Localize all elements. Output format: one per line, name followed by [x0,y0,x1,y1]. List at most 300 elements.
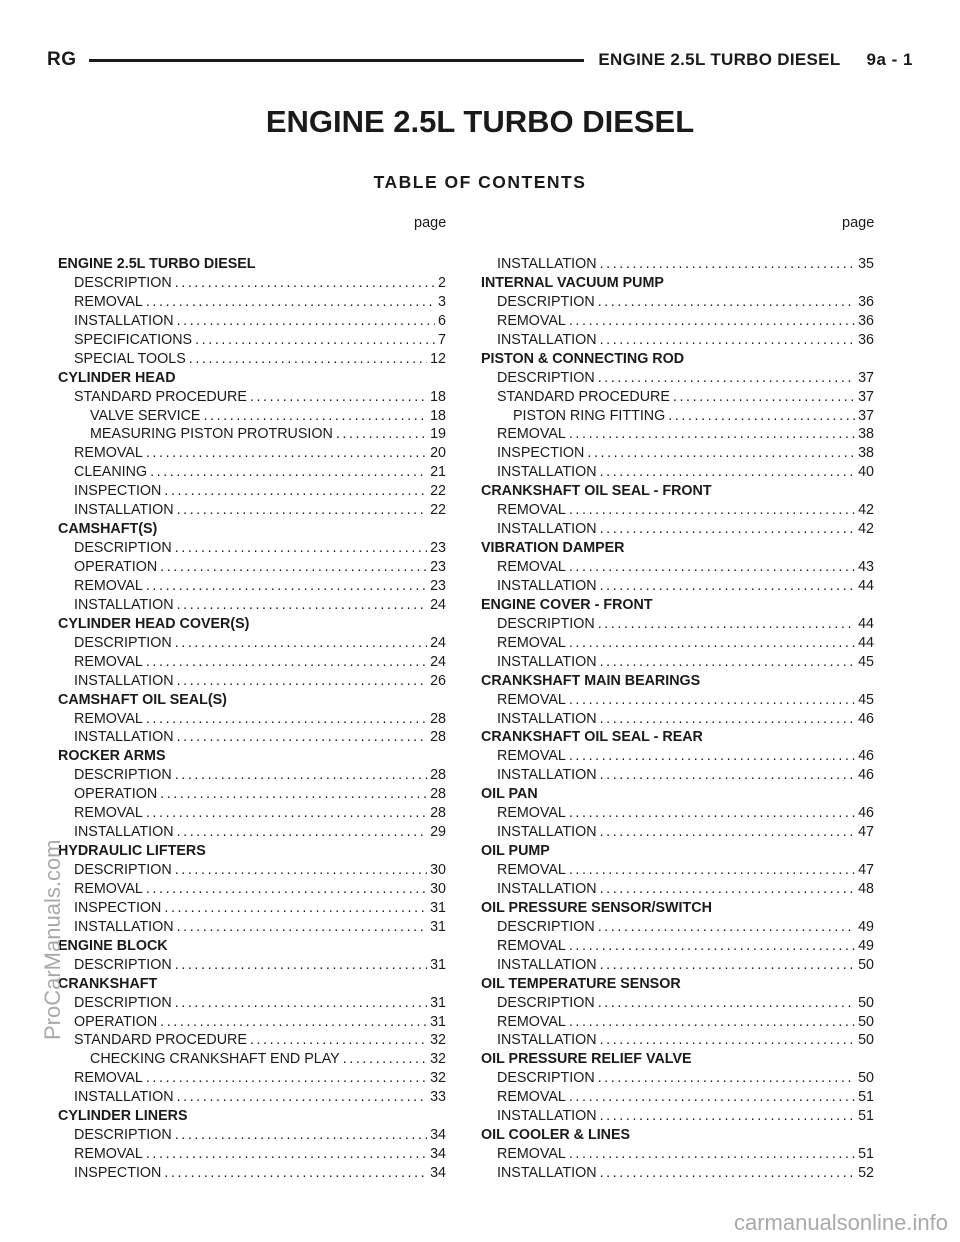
toc-entry[interactable] [481,444,874,463]
toc-entry[interactable] [58,539,446,558]
toc-entry[interactable] [58,482,446,501]
toc-entry[interactable] [58,312,446,331]
toc-entry-label: INSPECTION [74,1165,162,1181]
toc-entry-label: DESCRIPTION [74,634,172,651]
toc-dot-leader [143,444,427,463]
toc-entry-page: 24 [430,653,446,670]
toc-entry-page: 51 [858,1146,874,1163]
toc-entry[interactable] [58,388,446,407]
toc-section-heading [481,842,874,861]
toc-entry[interactable] [481,501,874,520]
header-title: ENGINE 2.5L TURBO DIESEL [598,50,841,69]
toc-entry-page: 24 [430,634,446,651]
toc-entry-label: STANDARD PROCEDURE [74,1032,247,1049]
toc-entry-label: INSTALLATION [497,1108,597,1125]
toc-entry-label: PISTON & CONNECTING ROD [481,350,685,367]
toc-dot-leader [172,274,435,293]
toc-entry[interactable] [481,577,874,596]
toc-entry-page: 36 [858,331,874,348]
toc-entry[interactable] [481,994,874,1013]
toc-entry[interactable] [58,956,446,975]
toc-entry-page: 31 [430,899,446,916]
toc-entry-page: 52 [858,1165,874,1181]
toc-entry-label: DESCRIPTION [497,994,595,1011]
toc-entry[interactable] [481,407,874,426]
toc-entry-label: OPERATION [74,1013,158,1030]
toc-dot-leader [161,899,427,918]
toc-entry-page: 45 [858,653,874,670]
toc-entry[interactable] [481,615,874,634]
toc-dot-leader [143,653,427,672]
toc-entry-label: INSTALLATION [497,1032,597,1049]
toc-dot-leader [597,520,856,539]
toc-entry-page: 29 [430,824,446,841]
toc-entry-page: 37 [858,388,874,405]
toc-dot-leader [566,937,855,956]
toc-entry-label: INSTALLATION [74,1089,174,1106]
toc-entry[interactable] [481,1031,874,1050]
toc-section-heading [58,842,446,861]
toc-section-heading [481,672,874,691]
toc-entry-label: REMOVAL [74,445,143,462]
toc-entry[interactable] [58,1050,446,1069]
toc-entry[interactable] [481,1145,874,1164]
toc-entry-page: 2 [438,274,446,291]
toc-entry[interactable] [481,823,874,842]
toc-entry-label: REMOVAL [74,1146,143,1163]
toc-entry-page: 51 [858,1108,874,1125]
toc-entry-page: 35 [858,256,874,272]
toc-entry-label: REMOVAL [74,577,143,594]
toc-entry-page: 36 [858,293,874,310]
toc-entry-page: 28 [430,710,446,727]
toc-entry[interactable] [481,463,874,482]
toc-entry[interactable] [58,653,446,672]
toc-dot-leader [174,918,428,937]
toc-section-heading [58,520,446,539]
toc-entry-label: DESCRIPTION [74,274,172,291]
toc-entry-label: OIL TEMPERATURE SENSOR [481,975,681,992]
toc-entry-page: 31 [430,956,446,973]
toc-entry-page: 42 [858,502,874,519]
toc-dot-leader [597,577,856,596]
toc-entry-label: INSTALLATION [497,256,597,272]
toc-entry-page: 31 [430,918,446,935]
toc-dot-leader [172,956,427,975]
toc-entry-page: 22 [430,502,446,519]
toc-entry-label: CRANKSHAFT OIL SEAL - FRONT [481,483,712,500]
toc-dot-leader [172,1126,427,1145]
toc-heading: TABLE OF CONTENTS [373,172,587,192]
toc-entry-page: 18 [430,388,446,405]
toc-dot-leader [200,407,427,426]
toc-entry[interactable] [58,596,446,615]
toc-dot-leader [566,747,855,766]
toc-entry[interactable] [58,672,446,691]
toc-entry-label: REMOVAL [497,426,566,443]
toc-entry-page: 20 [430,445,446,462]
toc-entry-label: OIL PRESSURE SENSOR/SWITCH [481,899,712,916]
toc-dot-leader [566,312,855,331]
toc-entry-page: 30 [430,862,446,878]
toc-dot-leader [143,804,427,823]
toc-dot-leader [595,1069,855,1088]
toc-dot-leader [174,1088,428,1107]
toc-section-heading [481,539,874,558]
toc-entry-page: 32 [430,1032,446,1049]
toc-entry-page: 12 [430,350,446,367]
toc-entry[interactable] [481,312,874,331]
toc-dot-leader [157,1013,427,1032]
toc-dot-leader [157,558,427,577]
toc-entry[interactable] [481,558,874,577]
toc-entry-label: REMOVAL [497,1089,566,1106]
toc-entry-label: INSPECTION [497,445,585,462]
toc-section-heading [481,975,874,994]
toc-entry-label: ENGINE 2.5L TURBO DIESEL [58,256,256,272]
toc-entry[interactable] [58,1126,446,1145]
toc-entry[interactable] [481,1088,874,1107]
toc-entry[interactable] [58,407,446,426]
toc-dot-leader [597,766,856,785]
toc-dot-leader [566,861,855,880]
toc-entry[interactable] [58,710,446,729]
toc-entry[interactable] [481,956,874,975]
toc-entry-page: 49 [858,918,874,935]
toc-entry[interactable] [58,463,446,482]
toc-dot-leader [595,615,855,634]
toc-entry[interactable] [481,804,874,823]
toc-entry-label: REMOVAL [74,710,143,727]
toc-entry-label: SPECIFICATIONS [74,331,193,348]
toc-entry-page: 23 [430,577,446,594]
toc-section-heading [58,975,446,994]
toc-entry-label: DESCRIPTION [497,293,595,310]
toc-entry[interactable] [58,899,446,918]
toc-entry-label: REMOVAL [497,312,566,329]
toc-dot-leader [172,994,427,1013]
toc-section-heading [481,1126,874,1145]
toc-entry-label: VALVE SERVICE [90,407,201,424]
toc-entry[interactable] [58,331,446,350]
toc-entry-label: REMOVAL [74,1070,143,1087]
toc-dot-leader [143,1145,427,1164]
toc-entry-page: 28 [430,786,446,803]
toc-entry-page: 32 [430,1051,446,1068]
toc-entry-page: 50 [858,956,874,973]
toc-entry-page: 6 [438,312,446,329]
toc-section-heading [58,255,446,274]
toc-section-heading [58,747,446,766]
toc-dot-leader [174,596,428,615]
toc-dot-leader [665,407,855,426]
toc-entry-label: INSTALLATION [497,824,597,841]
toc-entry-label: INSTALLATION [74,672,174,689]
toc-entry-label: REMOVAL [497,559,566,575]
toc-entry[interactable] [58,1069,446,1088]
toc-dot-leader [247,388,427,407]
toc-dot-leader [143,710,427,729]
toc-entry-label: INSTALLATION [497,577,597,594]
toc-entry-page: 45 [858,691,874,708]
toc-entry-page: 24 [430,596,446,613]
toc-entry-label: INSTALLATION [497,1165,597,1181]
toc-entry[interactable] [58,501,446,520]
toc-entry-page: 46 [858,748,874,765]
toc-entry[interactable] [58,1145,446,1164]
toc-entry-label: PISTON RING FITTING [513,407,666,424]
toc-entry-label: ENGINE COVER - FRONT [481,596,653,613]
toc-dot-leader [143,293,435,312]
toc-entry-label: SPECIAL TOOLS [74,350,186,367]
toc-entry[interactable] [58,804,446,823]
toc-section-heading [481,785,874,804]
toc-entry-label: REMOVAL [497,862,566,878]
toc-dot-leader [174,672,428,691]
toc-entry-page: 50 [858,1070,874,1087]
toc-dot-leader [172,634,427,653]
toc-section-heading [481,1050,874,1069]
toc-entry[interactable] [58,785,446,804]
toc-entry-page: 48 [858,880,874,897]
toc-entry[interactable] [481,691,874,710]
toc-entry-label: INSTALLATION [74,502,174,519]
toc-entry-label: REMOVAL [74,293,143,310]
toc-entry-label: REMOVAL [497,1013,566,1030]
toc-entry[interactable] [481,331,874,350]
toc-entry-label: MEASURING PISTON PROTRUSION [90,426,333,443]
toc-entry-page: 32 [430,1070,446,1087]
toc-entry-page: 31 [430,994,446,1011]
toc-entry-page: 37 [858,407,874,424]
toc-dot-leader [670,388,855,407]
toc-entry-label: OIL PAN [481,786,538,803]
toc-entry-label: DESCRIPTION [74,862,172,878]
watermark-bottom: carmanualsonline.info [733,1210,948,1235]
toc-entry-label: REMOVAL [74,880,143,897]
toc-entry-label: INSTALLATION [74,312,174,329]
toc-entry-label: DESCRIPTION [74,1127,172,1144]
toc-entry-label: CRANKSHAFT [58,975,158,992]
toc-dot-leader [597,463,856,482]
toc-entry[interactable] [481,369,874,388]
toc-entry-label: INTERNAL VACUUM PUMP [481,274,664,291]
toc-entry-label: REMOVAL [497,502,566,519]
toc-dot-leader [161,1164,427,1183]
toc-entry-page: 28 [430,729,446,746]
toc-entry-label: INSTALLATION [497,464,597,481]
toc-entry-page: 30 [430,880,446,897]
toc-entry[interactable] [481,520,874,539]
header-rule [89,59,585,62]
toc-entry-page: 18 [430,407,446,424]
toc-dot-leader [566,634,855,653]
toc-entry[interactable] [481,861,874,880]
toc-entry-page: 34 [430,1146,446,1163]
toc-dot-leader [566,1088,855,1107]
toc-entry[interactable] [481,766,874,785]
toc-entry-page: 49 [858,937,874,954]
toc-entry[interactable] [58,558,446,577]
toc-entry[interactable] [58,994,446,1013]
toc-entry-label: OIL COOLER & LINES [481,1127,631,1144]
toc-entry[interactable] [481,937,874,956]
toc-section-heading [481,728,874,747]
toc-entry-label: OIL PRESSURE RELIEF VALVE [481,1051,692,1068]
toc-entry-label: DESCRIPTION [497,1070,595,1087]
toc-section-heading [481,596,874,615]
toc-entry-page: 47 [858,824,874,841]
toc-dot-leader [595,369,855,388]
toc-entry[interactable] [58,880,446,899]
toc-entry[interactable] [58,577,446,596]
toc-entry[interactable] [481,710,874,729]
toc-entry-label: INSTALLATION [74,729,174,746]
toc-section-heading [58,691,446,710]
toc-entry-page: 19 [430,426,446,443]
toc-entry[interactable] [58,1031,446,1050]
toc-dot-leader [340,1050,427,1069]
toc-entry-label: INSTALLATION [74,918,174,935]
toc-entry-page: 38 [858,426,874,443]
toc-dot-leader [584,444,855,463]
toc-entry[interactable] [58,293,446,312]
toc-dot-leader [157,785,427,804]
toc-entry-label: CAMSHAFT(S) [58,521,158,538]
toc-entry[interactable] [58,444,446,463]
toc-entry[interactable] [481,1069,874,1088]
toc-entry-label: INSPECTION [74,899,162,916]
toc-entry[interactable] [58,766,446,785]
toc-entry-page: 22 [430,483,446,500]
toc-entry-page: 28 [430,767,446,784]
header-page-number: 9a - 1 [866,50,913,69]
toc-entry-label: STANDARD PROCEDURE [74,388,247,405]
toc-entry-label: CLEANING [74,464,148,481]
toc-dot-leader [174,501,428,520]
toc-entry[interactable] [481,1164,874,1183]
toc-entry[interactable] [58,1013,446,1032]
toc-entry[interactable] [58,274,446,293]
toc-entry[interactable] [58,861,446,880]
toc-entry-label: INSTALLATION [497,653,597,670]
toc-entry[interactable] [481,634,874,653]
toc-entry-page: 23 [430,540,446,557]
toc-entry[interactable] [481,653,874,672]
toc-entry-page: 3 [438,293,446,310]
toc-entry[interactable] [481,880,874,899]
toc-entry[interactable] [481,1107,874,1126]
toc-entry-label: DESCRIPTION [74,540,172,557]
toc-dot-leader [147,463,427,482]
toc-dot-leader [566,691,855,710]
toc-section-heading [481,899,874,918]
header-section-code: RG [47,49,77,70]
toc-entry-page: 33 [430,1089,446,1106]
toc-dot-leader [597,255,856,274]
toc-entry[interactable] [58,425,446,444]
toc-dot-leader [597,1031,856,1050]
toc-dot-leader [161,482,427,501]
toc-entry[interactable] [58,350,446,369]
toc-dot-leader [247,1031,427,1050]
toc-dot-leader [595,293,855,312]
toc-entry[interactable] [58,728,446,747]
toc-entry[interactable] [481,425,874,444]
toc-entry[interactable] [481,388,874,407]
toc-entry-page: 37 [858,369,874,386]
toc-entry-page: 46 [858,805,874,822]
toc-entry[interactable] [481,1013,874,1032]
toc-entry[interactable] [481,255,874,274]
toc-entry-label: ENGINE BLOCK [58,937,168,954]
toc-dot-leader [566,804,855,823]
toc-entry-page: 7 [438,331,446,348]
toc-entry-label: REMOVAL [74,805,143,822]
page-column-label-left: page [414,215,447,231]
toc-entry-page: 36 [858,312,874,329]
toc-dot-leader [143,577,427,596]
toc-dot-leader [174,823,428,842]
toc-dot-leader [595,918,855,937]
toc-dot-leader [566,425,855,444]
toc-entry-page: 44 [858,615,874,632]
toc-entry[interactable] [58,823,446,842]
toc-entry[interactable] [58,918,446,937]
toc-entry[interactable] [481,747,874,766]
page-column-label-right: page [842,215,875,231]
toc-entry-page: 47 [858,862,874,878]
toc-entry-label: DESCRIPTION [74,994,172,1011]
toc-section-heading [481,482,874,501]
toc-column-left [58,255,446,1183]
toc-entry-label: REMOVAL [497,634,566,651]
toc-dot-leader [143,1069,427,1088]
toc-entry-page: 50 [858,1013,874,1030]
toc-entry-page: 34 [430,1127,446,1144]
toc-entry-label: INSTALLATION [497,956,597,973]
toc-entry-label: INSTALLATION [497,767,597,784]
toc-dot-leader [333,425,427,444]
toc-entry-page: 40 [858,464,874,481]
toc-entry-label: INSTALLATION [497,331,597,348]
toc-entry-label: CHECKING CRANKSHAFT END PLAY [90,1051,340,1068]
toc-entry-label: INSPECTION [74,483,162,500]
toc-entry-page: 46 [858,710,874,727]
page-header [47,48,913,72]
toc-entry-label: CRANKSHAFT MAIN BEARINGS [481,672,701,689]
toc-entry[interactable] [58,634,446,653]
toc-entry[interactable] [481,918,874,937]
toc-entry[interactable] [58,1164,446,1183]
toc-entry-label: CRANKSHAFT OIL SEAL - REAR [481,729,703,746]
toc-entry-page: 43 [858,559,874,575]
toc-entry[interactable] [481,293,874,312]
toc-section-heading [58,615,446,634]
toc-entry-page: 46 [858,767,874,784]
toc-entry-page: 34 [430,1165,446,1181]
toc-entry-page: 51 [858,1089,874,1106]
toc-entry[interactable] [58,1088,446,1107]
toc-entry-label: DESCRIPTION [497,615,595,632]
toc-dot-leader [566,1145,855,1164]
toc-dot-leader [172,539,427,558]
toc-dot-leader [597,956,856,975]
toc-dot-leader [597,710,856,729]
toc-entry-page: 38 [858,445,874,462]
toc-entry-label: INSTALLATION [74,824,174,841]
toc-entry-label: REMOVAL [497,805,566,822]
